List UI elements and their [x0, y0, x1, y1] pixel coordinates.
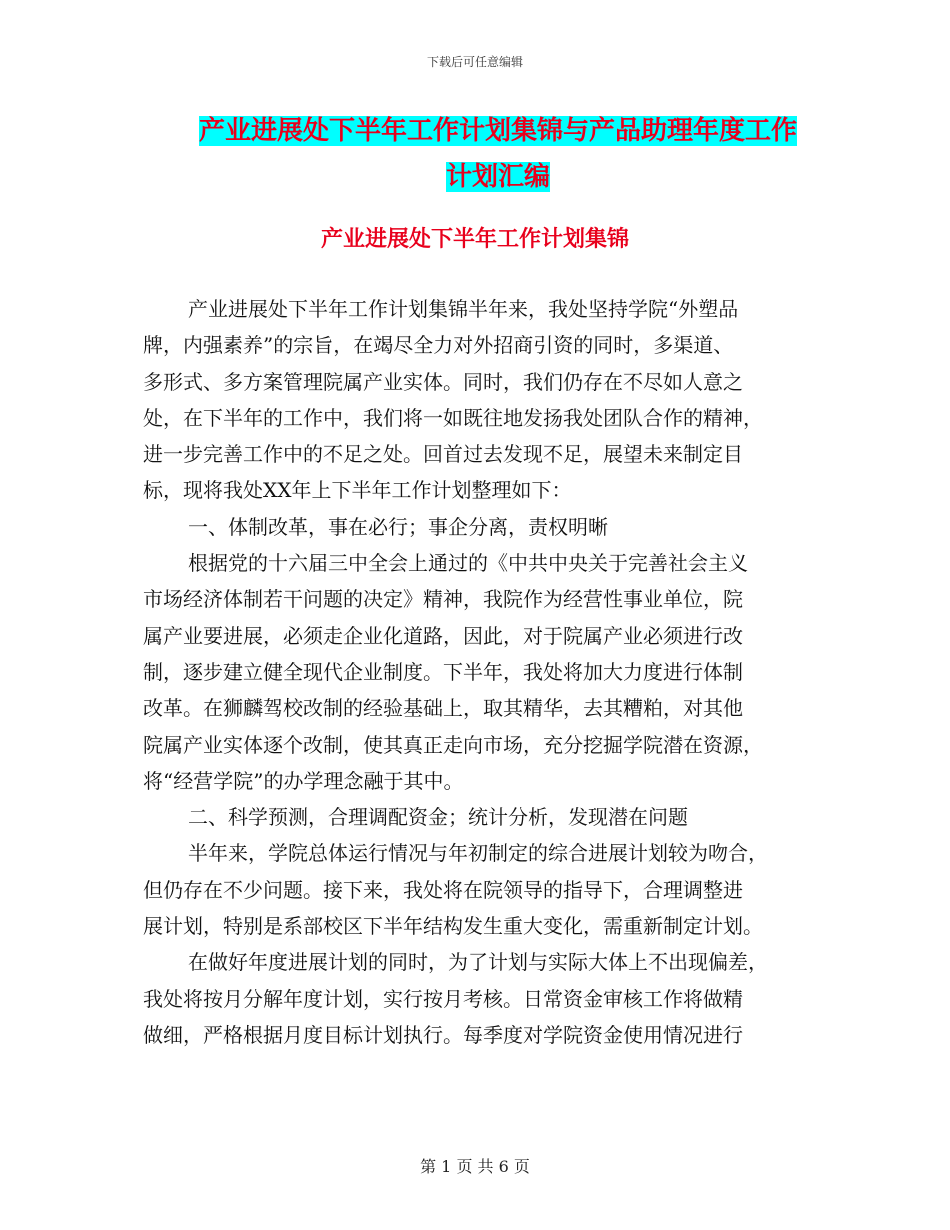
- body-line: 市场经济体制若干问题的决定》精神，我院作为经营性事业单位，院: [143, 587, 743, 612]
- body-line: 制，逐步建立健全现代企业制度。下半年，我处将加大力度进行体制: [143, 659, 743, 684]
- header-note: 下载后可任意编辑: [426, 55, 523, 69]
- document-title-line-2: [188, 154, 808, 200]
- body-line: 根据党的十六届三中全会上通过的《中共中央关于完善社会主义: [188, 551, 748, 576]
- title-highlight: 产业进展处下半年工作计划集锦与产品助理年度工作: [198, 116, 797, 146]
- body-line: 改革。在狮麟驾校改制的经验基础上，取其精华，去其糟粕，对其他: [143, 696, 743, 721]
- document-title: [188, 108, 808, 200]
- section-title: 产业进展处下半年工作计划集锦: [320, 227, 629, 252]
- body-line: 进一步完善工作中的不足之处。回首过去发现不足，展望未来制定目: [143, 442, 743, 467]
- body-line: 我处将按月分解年度计划，实行按月考核。日常资金审核工作将做精: [143, 986, 743, 1011]
- body-line: 多形式、多方案管理院属产业实体。同时，我们仍存在不尽如人意之: [143, 369, 743, 394]
- body-line: 一、体制改革，事在必行；事企分离，责权明晰: [188, 514, 608, 539]
- body-line: 半年来，学院总体运行情况与年初制定的综合进展计划较为吻合，: [188, 841, 768, 866]
- body-line: 将“经营学院”的办学理念融于其中。: [143, 768, 464, 793]
- body-line: 院属产业实体逐个改制，使其真正走向市场，充分挖掘学院潜在资源，: [143, 732, 763, 757]
- body-line: 展计划，特别是系部校区下半年结构发生重大变化，需重新制定计划。: [143, 914, 763, 939]
- document-body: [143, 291, 807, 1053]
- page-footer: 第 1 页 共 6 页: [420, 1157, 530, 1176]
- body-line: 属产业要进展，必须走企业化道路，因此，对于院属产业必须进行改: [143, 623, 743, 648]
- body-line: 产业进展处下半年工作计划集锦半年来，我处坚持学院“外塑品: [188, 297, 739, 321]
- body-line: 在做好年度进展计划的同时，为了计划与实际大体上不出现偏差，: [188, 950, 768, 975]
- body-line: 二、科学预测，合理调配资金；统计分析，发现潜在问题: [188, 805, 688, 830]
- document-title-line-1: [188, 108, 808, 154]
- body-line: 标，现将我处XX年上下半年工作计划整理如下：: [143, 478, 572, 503]
- body-line: 但仍存在不少问题。接下来，我处将在院领导的指导下，合理调整进: [143, 877, 743, 902]
- body-line: 处，在下半年的工作中，我们将一如既往地发扬我处团队合作的精神，: [143, 405, 763, 430]
- body-line: 做细，严格根据月度目标计划执行。每季度对学院资金使用情况进行: [143, 1022, 743, 1047]
- body-line: 牌，内强素养”的宗旨，在竭尽全力对外招商引资的同时，多渠道、: [143, 333, 734, 358]
- title-highlight: 计划汇编: [445, 162, 550, 192]
